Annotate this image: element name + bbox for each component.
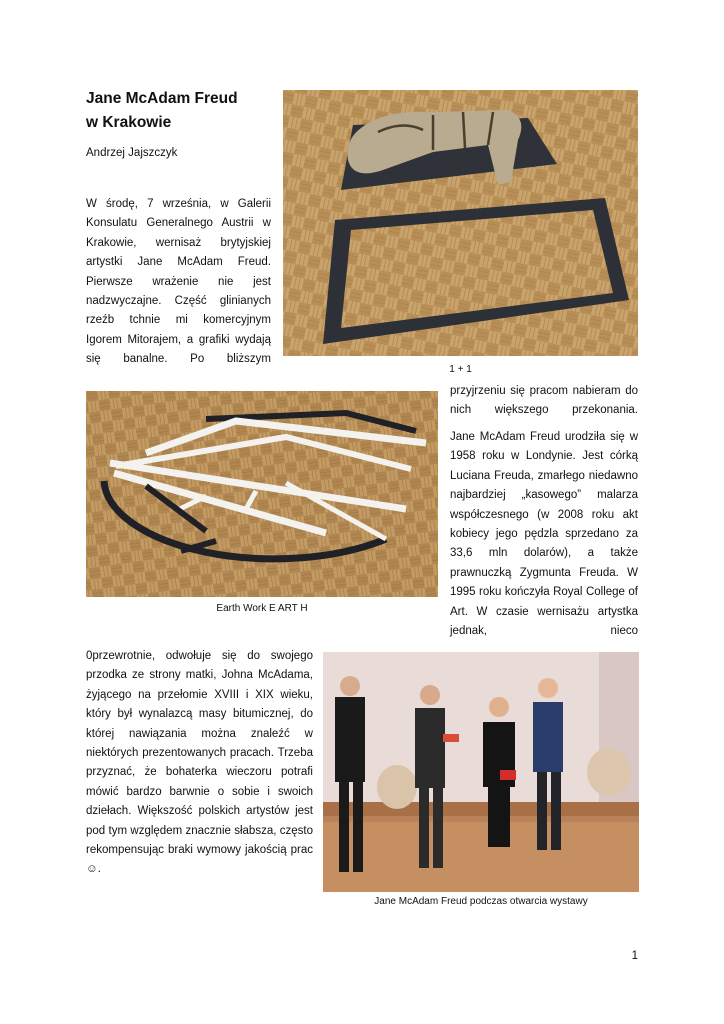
- photo-earth-work: [86, 391, 438, 597]
- paragraph-1-continued: przyjrzeniu się pracom nabieram do nich większego przekonania.: [450, 385, 638, 417]
- paragraph-3: 0przewrotnie, odwołuje się do swojego przodka ze strony matki, Johna McAdama, żyjącego na przełomie XVIII i XIX wieku, który był wynalazcą masy bitumicznej, do której nawiązania można znaleźć w niektórych prezentowanych pracach. Trzeba przyznać, że bohaterka wieczoru potrafi mówić bardzo barwnie o sobie i swoich dziełach. Większość polskich artystów jest pod tym względem znacznie słabsza, często rekompensując braki wymowy jakością prac ☺.: [86, 650, 313, 876]
- title-line-2: w Krakowie: [86, 114, 172, 131]
- caption-photo-2: Earth Work E ART H: [216, 603, 308, 614]
- earth-work-image: [86, 391, 438, 597]
- paragraph-2: Jane McAdam Freud urodziła się w 1958 roku w Londynie. Jest córką Luciana Freuda, zmarłego niedawno najbardziej „kasowego” malarza współczesnego (w 2008 roku akt kobiecy jego pędzla sprzedano za 33,6 mln dolarów), a także prawnuczką Zygmunta Freuda. W 1995 roku kończyła Royal College of Art. W czasie wernisażu artystka jednak, nieco: [450, 431, 638, 638]
- photo-sculpture-1-plus-1: [283, 90, 638, 356]
- author-name: Andrzej Jajszczyk: [86, 147, 178, 159]
- sculpture-image: [283, 90, 638, 356]
- opening-image: [323, 652, 639, 892]
- photo-exhibition-opening: [323, 652, 639, 892]
- caption-photo-3: Jane McAdam Freud podczas otwarcia wystawy: [374, 896, 588, 907]
- article-title: [86, 87, 276, 135]
- caption-photo-1: 1 + 1: [449, 364, 472, 375]
- page-number: 1: [631, 950, 638, 962]
- title-line-1: Jane McAdam Freud: [86, 90, 238, 107]
- paragraph-1: W środę, 7 września, w Galerii Konsulatu Generalnego Austrii w Krakowie, wernisaż brytyjskiej artystki Jane McAdam Freud. Pierwsze wrażenie nie jest nadzwyczajne. Część glinianych rzeźb tchnie mi komercyjnym Igorem Mitorajem, a grafiki wydają się banalne. Po bliższym: [86, 198, 271, 366]
